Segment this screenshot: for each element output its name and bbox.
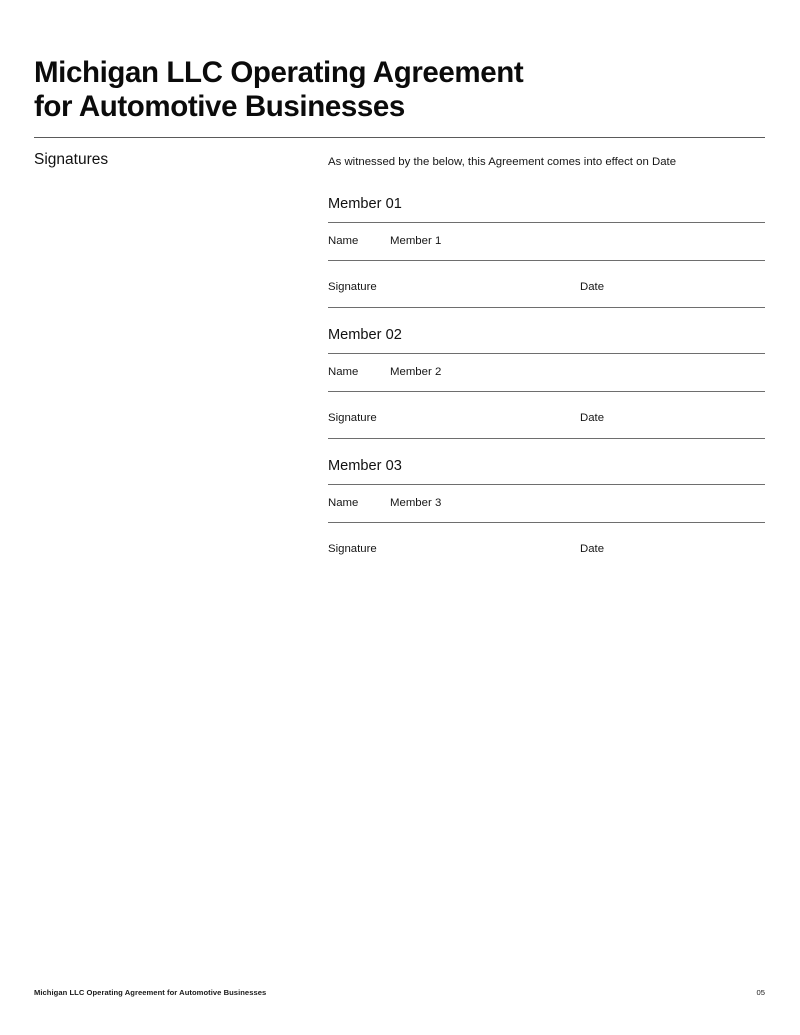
date-label: Date (580, 281, 605, 293)
name-value: Member 3 (390, 497, 442, 509)
footer-document-name: Michigan LLC Operating Agreement for Automotive Businesses (34, 988, 267, 997)
member-name-row (328, 485, 765, 522)
member-name-row (328, 223, 765, 260)
page-title (34, 56, 734, 124)
member-heading: Member 01 (328, 196, 402, 212)
member-block (328, 439, 765, 557)
signature-label: Signature (328, 412, 377, 424)
signatures-content-column (328, 151, 765, 557)
name-label: Name (328, 235, 359, 247)
member-block (328, 195, 765, 308)
page-footer (34, 988, 765, 997)
page-title-line-1: Michigan LLC Operating Agreement (34, 55, 524, 89)
page-title-line-2: for Automotive Businesses (34, 89, 405, 123)
member-signature-row (328, 261, 765, 307)
member-signature-row (328, 523, 765, 557)
date-label: Date (580, 412, 605, 424)
member-heading: Member 03 (328, 458, 402, 474)
section-heading-signatures: Signatures (34, 151, 109, 168)
name-value: Member 2 (390, 366, 442, 378)
signature-label: Signature (328, 543, 377, 555)
name-label: Name (328, 497, 359, 509)
date-label: Date (580, 543, 605, 555)
signature-label: Signature (328, 281, 377, 293)
member-block (328, 308, 765, 439)
member-heading: Member 02 (328, 327, 402, 343)
signatures-intro-text: As witnessed by the below, this Agreement comes into effect on Date (328, 156, 677, 168)
header-divider (34, 137, 765, 138)
member-signature-row (328, 392, 765, 438)
name-label: Name (328, 366, 359, 378)
name-value: Member 1 (390, 235, 442, 247)
member-name-row (328, 354, 765, 391)
footer-page-number: 05 (756, 988, 765, 997)
